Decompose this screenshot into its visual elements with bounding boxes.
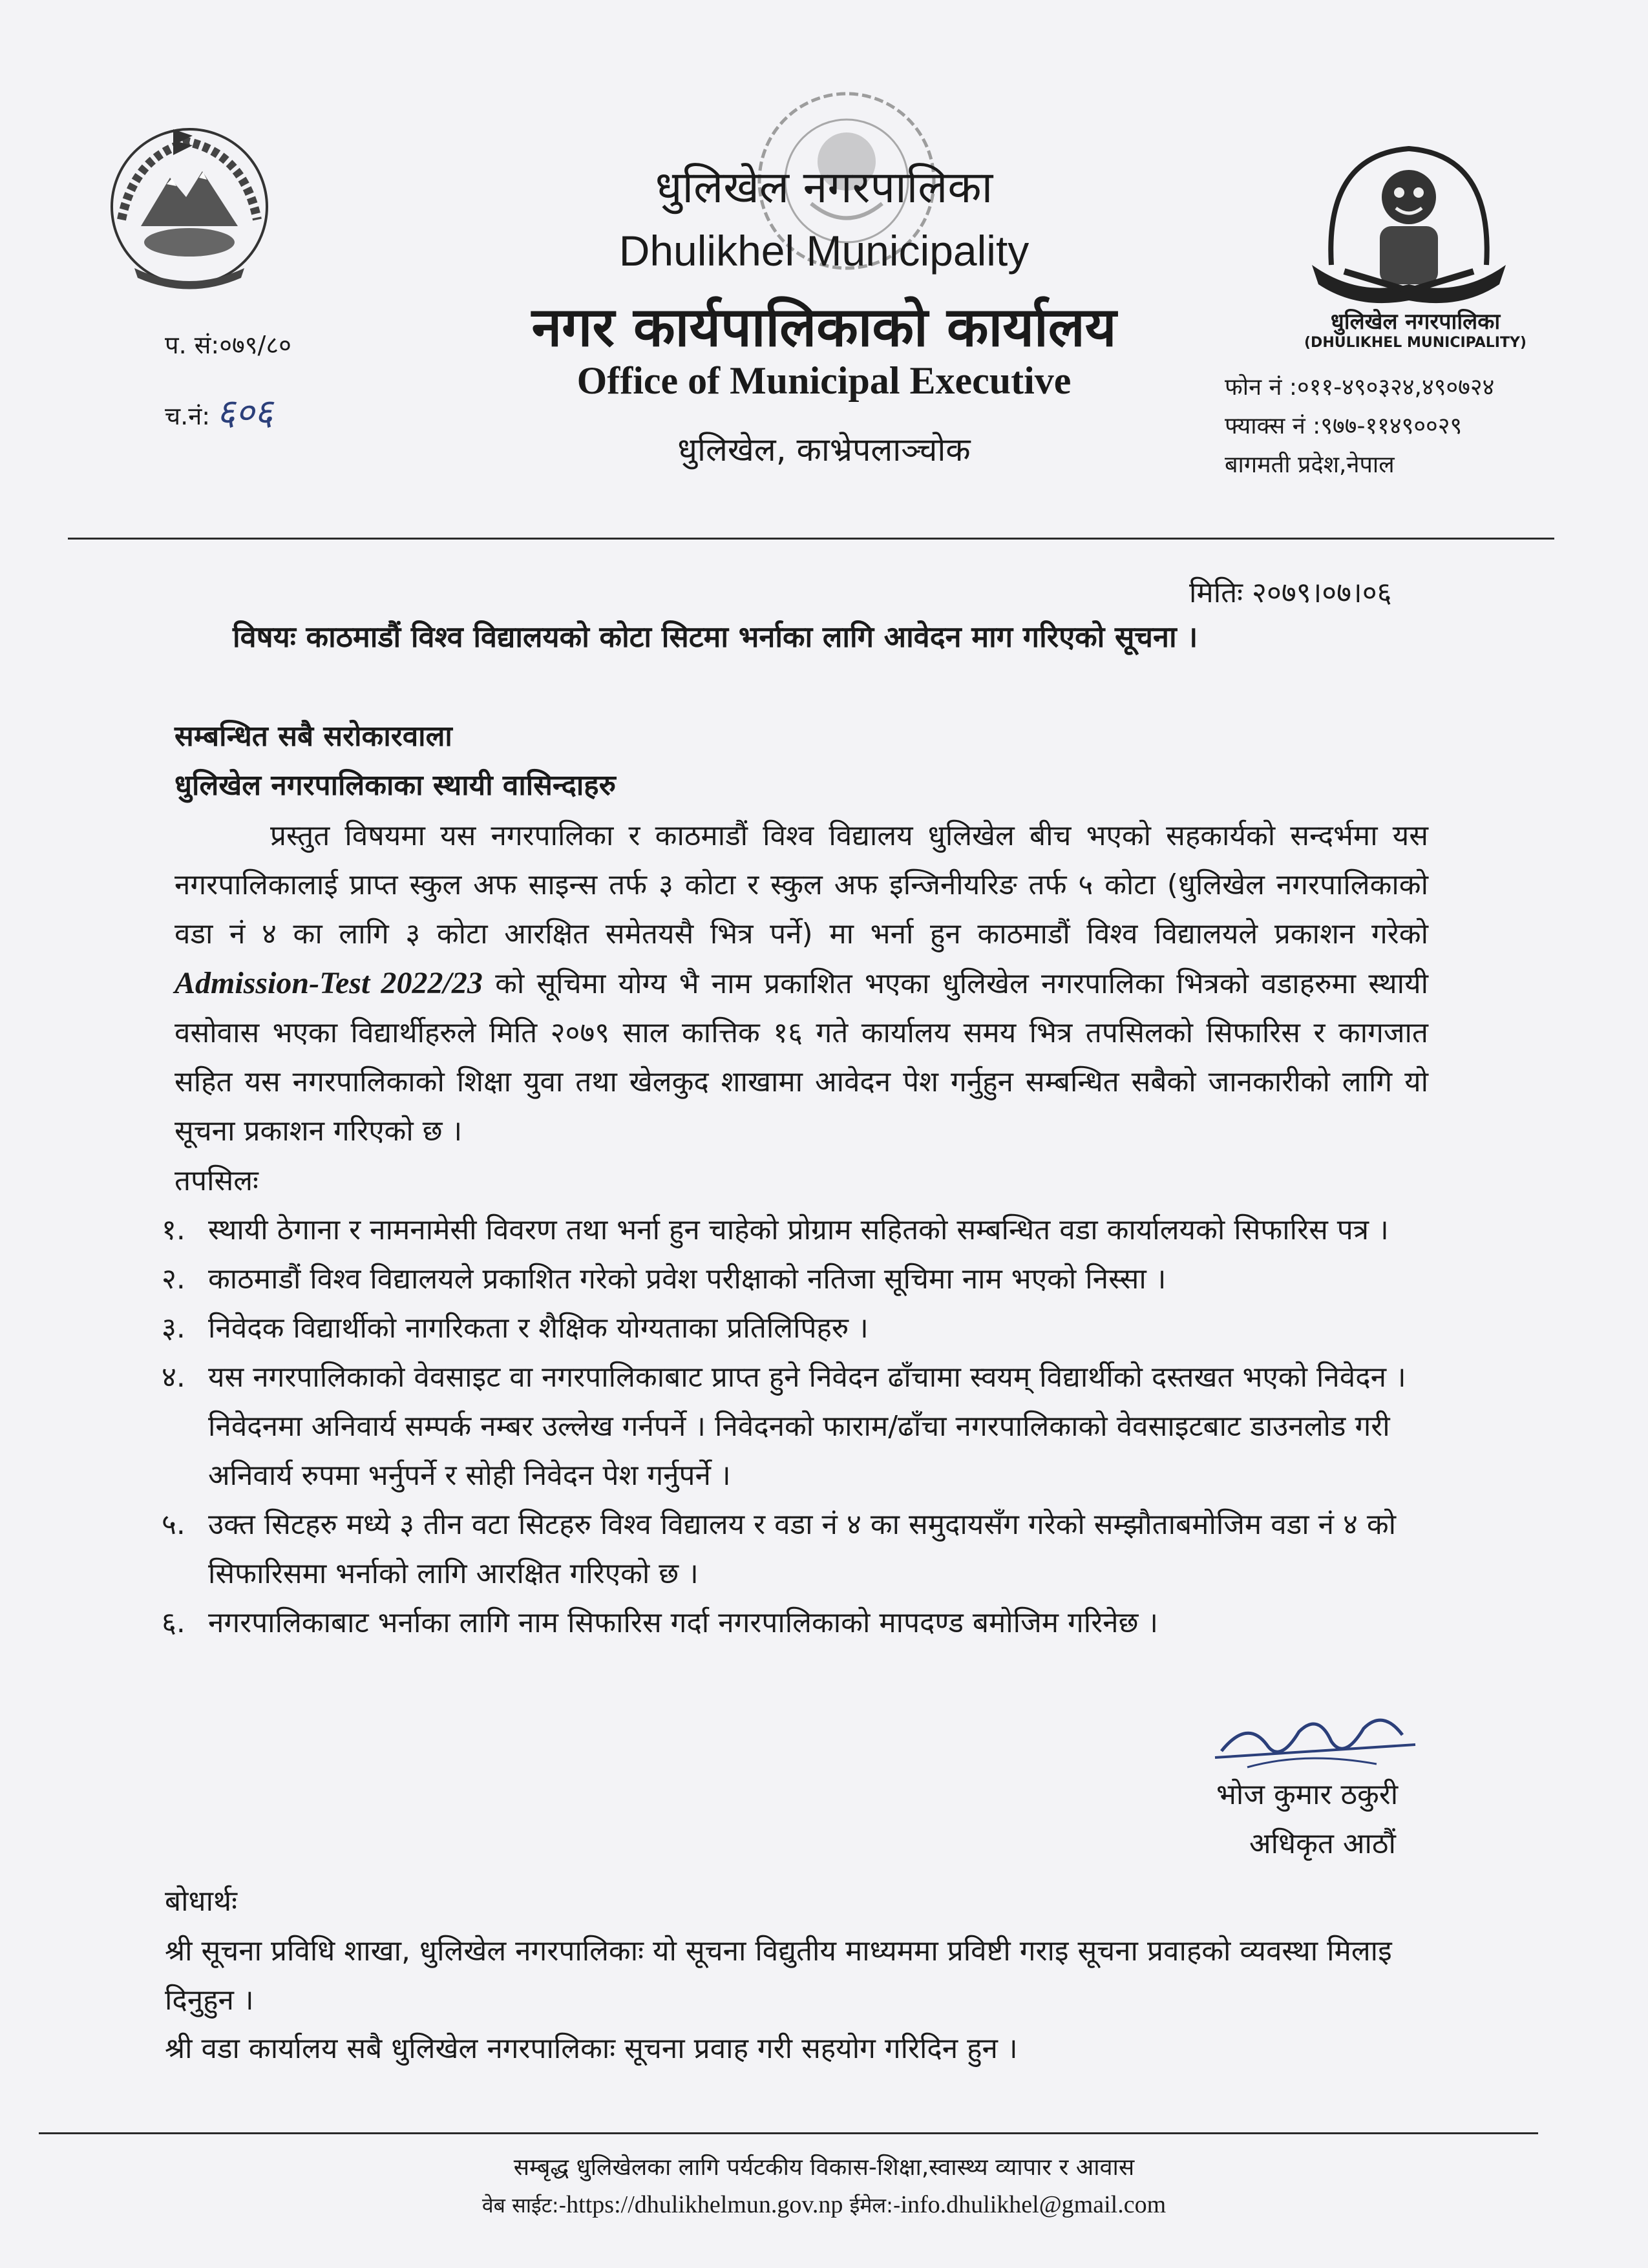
chalan-value: ६०६: [217, 392, 273, 434]
ref-label: प. सं:: [165, 331, 220, 359]
cc-recipient-2: श्री वडा कार्यालय सबै धुलिखेल नगरपालिकाः सूचना प्रवाह गरी सहयोग गरिदिन हुन ।: [165, 2032, 1018, 2065]
list-item: ५. उक्त सिटहरु मध्ये ३ तीन वटा सिटहरु विश्व विद्यालय र वडा नं ४ का समुदायसँग गरेको सम्झौताबमोजिम वडा नं ४ को सिफारिसमा भर्नाको लागि आरक्षित गरिएको छ ।: [162, 1508, 1397, 1590]
admission-test-name: Admission-Test 2022/23: [174, 966, 483, 1000]
salutation-line-1: सम्बन्धित सबै सरोकारवाला: [174, 720, 452, 753]
municipality-name-en: Dhulikhel Municipality: [618, 227, 1030, 275]
notice-date: मितिः २०७९।०७।०६: [1189, 576, 1392, 609]
logo-caption-en: (DHULIKHEL MUNICIPALITY): [1304, 335, 1527, 351]
municipality-name-np: धुलिखेल नगरपालिका: [655, 162, 993, 213]
dispatch-number: [165, 386, 273, 436]
requirements-list: [162, 1206, 1428, 1648]
list-item: ६. नगरपालिकाबाट भर्नाका लागि नाम सिफारिस गर्दा नगरपालिकाको मापदण्ड बमोजिम गरिनेछ ।: [162, 1606, 1159, 1639]
contact-fax: फ्याक्स नं :९७७-११४९००२९: [1225, 413, 1463, 439]
footer-divider: [39, 2132, 1538, 2134]
signer-title: अधिकृत आठौं: [1249, 1827, 1396, 1860]
signer-name: भोज कुमार ठकुरी: [1216, 1778, 1399, 1811]
list-item: ३. निवेदक विद्यार्थीको नागरिकता र शैक्षिक योग्यताका प्रतिलिपिहरु ।: [162, 1312, 869, 1345]
ref-value: ०७९/८०: [219, 331, 291, 359]
office-location: धुलिखेल, काभ्रेपलाञ्चोक: [677, 431, 971, 468]
list-item: १. स्थायी ठेगाना र नामनामेसी विवरण तथा भर्ना हुन चाहेको प्रोग्राम सहितको सम्बन्धित वडा कार्यालयको सिफारिस पत्र ।: [162, 1213, 1389, 1246]
contact-address: बागमती प्रदेश,नेपाल: [1225, 452, 1395, 478]
dhulikhel-municipality-logo-icon: [1305, 123, 1512, 336]
salutation-line-2: धुलिखेल नगरपालिकाका स्थायी वासिन्दाहरु: [174, 769, 616, 802]
list-item: २. काठमाडौं विश्व विद्यालयले प्रकाशित गरेको प्रवेश परीक्षाको नतिजा सूचिमा नाम भएको निस्सा ।: [162, 1263, 1167, 1296]
cc-recipient-1: श्री सूचना प्रविधि शाखा, धुलिखेल नगरपालिकाः यो सूचना विद्युतीय माध्यममा प्रविष्टी गराइ सूचना प्रवाहको व्यवस्था मिलाइ दिनुहुन ।: [165, 1935, 1392, 2017]
office-title-np: नगर कार्यपालिकाको कार्यालय: [531, 295, 1117, 359]
logo-caption-np: धुलिखेल नगरपालिका: [1330, 309, 1501, 335]
website-link[interactable]: https://dhulikhelmun.gov.np: [566, 2191, 843, 2218]
requirements-label: तपसिलः: [174, 1164, 259, 1197]
footer-motto: सम्बृद्ध धुलिखेलका लागि पर्यटकीय विकास-शिक्षा,स्वास्थ्य व्यापार र आवास: [513, 2154, 1135, 2181]
nepal-government-emblem-icon: [96, 116, 283, 304]
header-divider: [68, 538, 1554, 540]
list-item: ४. यस नगरपालिकाको वेवसाइट वा नगरपालिकाबाट प्राप्त हुने निवेदन ढाँचामा स्वयम् विद्यार्थीको दस्तखत भएको निवेदन । निवेदनमा अनिवार्य सम्पर्क नम्बर उल्लेख गर्नपर्ने । निवेदनको फाराम/ढाँचा नगरपालिकाको वेवसाइटबाट डाउनलोड गरी अनिवार्य रुपमा भर्नुपर्ने र सोही निवेदन पेश गर्नुपर्ने ।: [162, 1361, 1406, 1492]
email-label: ईमेल:-: [843, 2193, 901, 2218]
office-title-en: Office of Municipal Executive: [576, 359, 1072, 402]
contact-phone: फोन नं :०११-४९०३२४,४९०७२४: [1225, 374, 1495, 401]
chalan-label: च.नं:: [165, 402, 211, 430]
cc-label: बोधार्थः: [165, 1885, 237, 1918]
notice-body-paragraph: प्रस्तुत विषयमा यस नगरपालिका र काठमाडौं विश्व विद्यालय धुलिखेल बीच भएको सहकार्यको सन्दर्भमा यस नगरपालिकालाई प्राप्त स्कुल अफ साइन्स तर्फ ३ कोटा र स्कुल अफ इन्जिनीयरिङ तर्फ ५ कोटा (धुलिखेल नगरपालिकाको वडा नं ४ का लागि ३ कोटा आरक्षित समेतयसै भित्र पर्ने) मा भर्ना हुन काठमाडौं विश्व विद्यालयले प्रकाशन गरेको Admission-Test 2022/23 को सूचिमा योग्य भै नाम प्रकाशित भएका धुलिखेल नगरपालिका भित्रको वडाहरुमा स्थायी वसोवास भएका विद्यार्थीहरुले मिति २०७९ साल कात्तिक १६ गते कार्यालय समय भित्र तपसिलको सिफारिस र कागजात सहित यस नगरपालिकाको शिक्षा युवा तथा खेलकुद शाखामा आवेदन पेश गर्नुहुन सम्बन्धित सबैको जानकारीको लागि यो सूचना प्रकाशन गरिएको छ ।: [174, 819, 1428, 1148]
email-link[interactable]: info.dhulikhel@gmail.com: [900, 2191, 1167, 2218]
reference-number: [165, 328, 291, 361]
notice-subject: विषयः काठमाडौं विश्व विद्यालयको कोटा सिटमा भर्नाका लागि आवेदन माग गरिएको सूचना ।: [233, 620, 1198, 654]
web-label: वेब साईट:-: [481, 2193, 567, 2218]
handwritten-signature-icon: [1209, 1706, 1428, 1777]
footer-contact: [0, 2190, 1648, 2219]
